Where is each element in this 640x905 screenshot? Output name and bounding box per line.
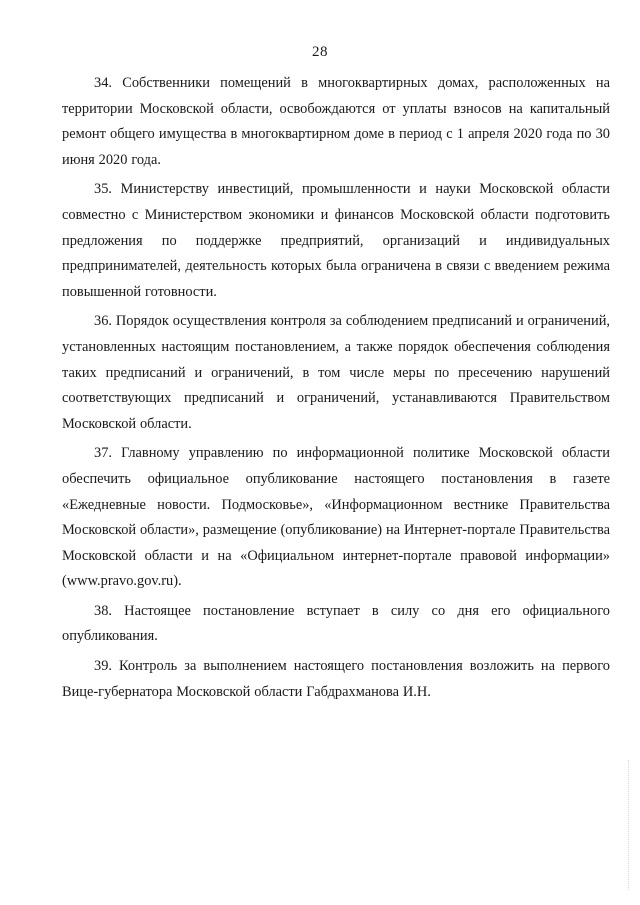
paragraph-38: 38. Настоящее постановление вступает в силу со дня его официального опубликования. (62, 602, 610, 645)
page-number: 28 (312, 44, 328, 60)
paragraph-34: 34. Собственники помещений в многоквартирных домах, расположенных на территории Московской области, освобождаются от уплаты взносов на капитальный ремонт общего имущества в многоквартирном доме в период с 1 апреля 2020 года по 30 июня 2020 года. (62, 75, 610, 168)
scan-margin-mark (628, 760, 632, 890)
paragraph-37: 37. Главному управлению по информационной политике Московской области обеспечить официальное опубликование настоящего постановления в газете «Ежедневные новости. Подмосковье», «Информационном вестнике Правительства Московской области», размещение (опубликование) на Интернет-портале Правительства Московской области и на «Официальном интернет-портале правовой информации» (www.pravo.gov.ru). (62, 445, 610, 590)
paragraph-36: 36. Порядок осуществления контроля за соблюдением предписаний и ограничений, установленных настоящим постановлением, а также порядок обеспечения соблюдения таких предписаний и ограничений, в том числе меры по пресечению нарушений соответствующих предписаний и ограничений, устанавливаются Правительством Московской области. (62, 313, 610, 432)
paragraph-35: 35. Министерству инвестиций, промышленности и науки Московской области совместно с Министерством экономики и финансов Московской области подготовить предложения по поддержке предприятий, организаций и индивидуальных предпринимателей, деятельность которых была ограничена в связи с введением режима повышенной готовности. (62, 181, 610, 300)
paragraph-39: 39. Контроль за выполнением настоящего постановления возложить на первого Вице-губернатора Московской области Габдрахманова И.Н. (62, 658, 610, 700)
document-body (62, 71, 610, 709)
